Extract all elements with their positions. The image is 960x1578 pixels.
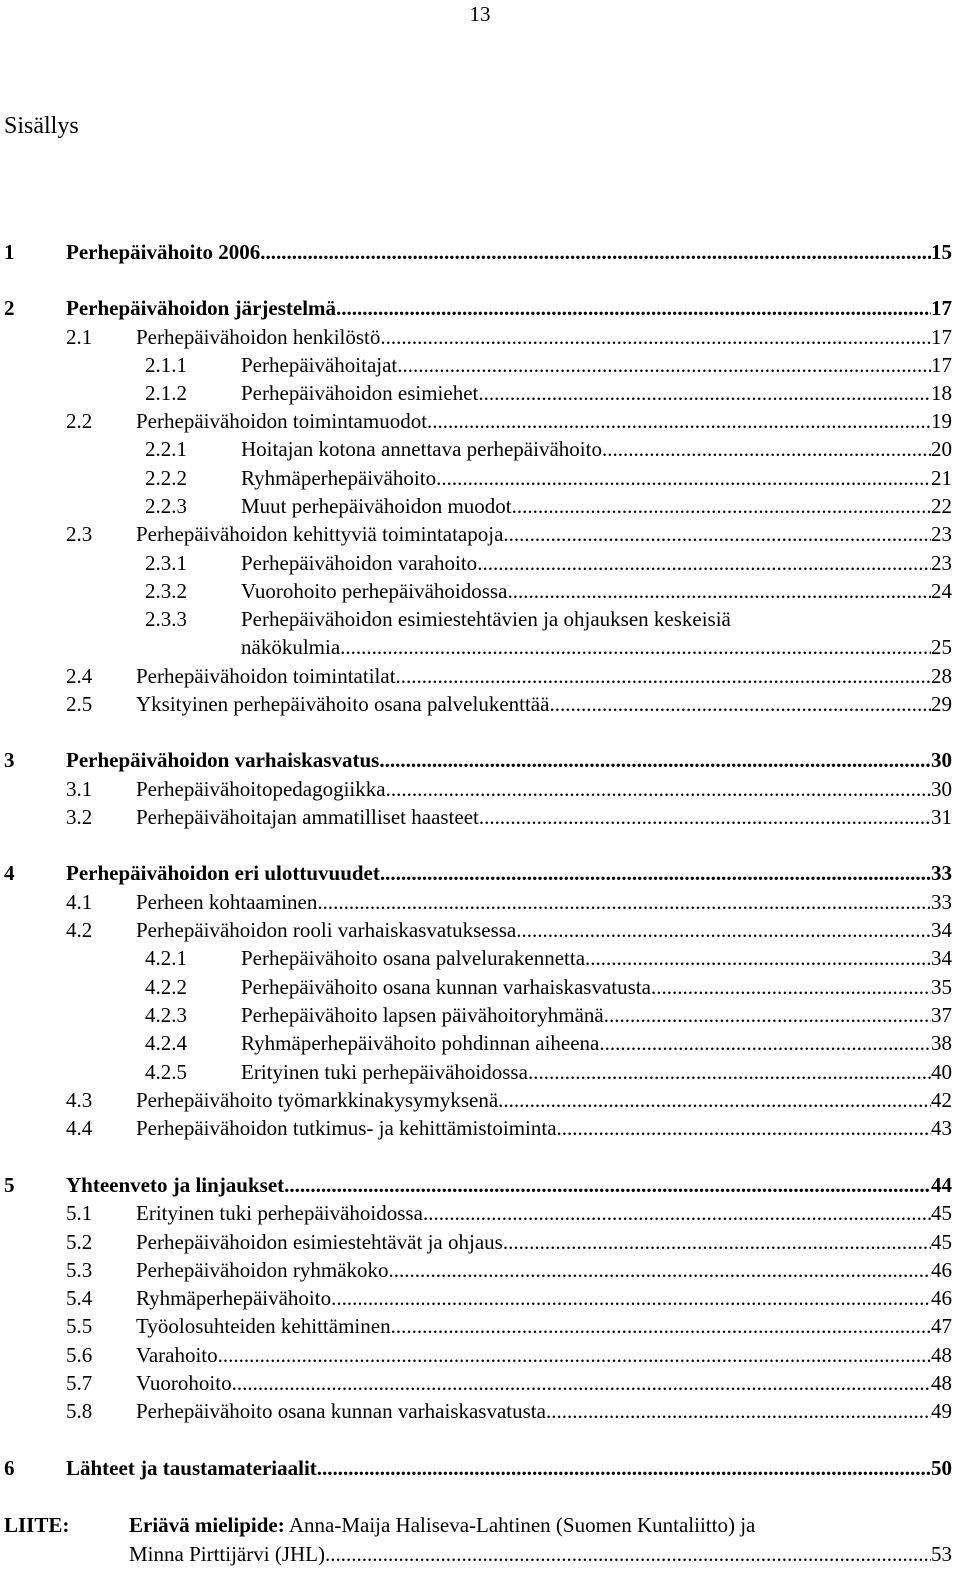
toc-entry-page: 23 xyxy=(931,551,952,575)
toc-entry-line xyxy=(136,888,952,916)
toc-entry-title: Perhepäivähoidon tutkimus- ja kehittämistoiminta xyxy=(136,1116,557,1140)
toc-entry-number: 2.2.3 xyxy=(145,494,187,518)
toc-entry[interactable] xyxy=(0,577,960,605)
toc-entry-number: 6 xyxy=(4,1456,15,1480)
toc-entry-number: 4.2.3 xyxy=(145,1003,187,1027)
toc-entry-page: 29 xyxy=(931,692,952,716)
toc-entry-page: 38 xyxy=(931,1031,952,1055)
dot-leader xyxy=(391,1312,931,1340)
toc-entry-page: 18 xyxy=(931,381,952,405)
toc-entry-title: Ryhmäperhepäivähoito xyxy=(241,466,437,490)
toc-entry-page: 23 xyxy=(931,522,952,546)
toc-entry[interactable] xyxy=(0,916,960,944)
dot-leader xyxy=(604,1001,931,1029)
toc-entry-line xyxy=(241,973,952,1001)
toc-entry-title: Erityinen tuki perhepäivähoidossa xyxy=(136,1201,423,1225)
toc-entry-page: 46 xyxy=(931,1258,952,1282)
toc-entry[interactable] xyxy=(0,435,960,463)
toc-entry-page: 45 xyxy=(931,1201,952,1225)
toc-entry-line xyxy=(241,633,952,661)
toc-entry-page: 25 xyxy=(931,635,952,659)
toc-entry-title: Perhepäivähoidon esimiestehtävät ja ohjaus xyxy=(136,1230,503,1254)
toc-entry-line xyxy=(136,1086,952,1114)
toc-entry[interactable] xyxy=(0,1086,960,1114)
toc-entry-number: 4.2 xyxy=(66,918,93,942)
dot-leader xyxy=(397,351,931,379)
toc-entry-title: Perhepäivähoito työmarkkinakysymyksenä xyxy=(136,1088,499,1112)
toc-entry-line xyxy=(136,916,952,944)
toc-entry[interactable] xyxy=(0,379,960,407)
toc-entry-number: 5.3 xyxy=(66,1258,93,1282)
toc-entry[interactable] xyxy=(0,1199,960,1227)
toc-entry-page: 30 xyxy=(931,748,952,772)
toc-entry[interactable] xyxy=(0,775,960,803)
toc-entry-page: 42 xyxy=(931,1088,952,1112)
toc-entry-line xyxy=(136,1256,952,1284)
toc-entry[interactable] xyxy=(0,549,960,577)
toc-entry[interactable] xyxy=(0,888,960,916)
toc-entry[interactable] xyxy=(0,1341,960,1369)
toc-entry-line xyxy=(136,1369,952,1397)
dot-leader xyxy=(479,803,931,831)
toc-entry-title: Varahoito xyxy=(136,1343,218,1367)
toc-entry-number: 5.7 xyxy=(66,1371,93,1395)
appendix-title-line2 xyxy=(129,1540,952,1568)
dot-leader xyxy=(557,1114,931,1142)
dot-leader xyxy=(651,973,931,1001)
toc-entry-page: 48 xyxy=(931,1371,952,1395)
toc-entry-line xyxy=(66,1454,952,1482)
page-number: 13 xyxy=(469,2,491,26)
toc-entry-number: 3.2 xyxy=(66,805,93,829)
toc-entry-page: 17 xyxy=(931,353,952,377)
toc-entry-line xyxy=(241,549,952,577)
dot-leader xyxy=(331,1284,931,1312)
toc-entry-title: Perhepäivähoidon toimintamuodot xyxy=(136,409,428,433)
toc-entry-number: 5 xyxy=(4,1173,15,1197)
dot-leader xyxy=(436,464,931,492)
toc-entry[interactable] xyxy=(0,464,960,492)
dot-leader xyxy=(423,1199,931,1227)
toc-entry-number: 2.1.2 xyxy=(145,381,187,405)
toc-entry-page: 44 xyxy=(931,1173,952,1197)
toc-entry-page: 48 xyxy=(931,1343,952,1367)
toc-entry-title: Erityinen tuki perhepäivähoidossa xyxy=(241,1060,528,1084)
toc-entry-line xyxy=(136,1228,952,1256)
toc-entry[interactable] xyxy=(0,1228,960,1256)
dot-leader xyxy=(528,1058,931,1086)
dot-leader xyxy=(317,1454,931,1482)
toc-entry[interactable] xyxy=(0,633,960,661)
toc-entry-line xyxy=(136,662,952,690)
toc-entry-page: 17 xyxy=(931,325,952,349)
toc-entry[interactable] xyxy=(0,1454,960,1482)
dot-leader xyxy=(549,690,931,718)
toc-entry-page: 28 xyxy=(931,664,952,688)
dot-leader xyxy=(386,775,931,803)
dot-leader xyxy=(325,1540,931,1568)
toc-entry-page: 31 xyxy=(931,805,952,829)
toc-entry-page: 35 xyxy=(931,975,952,999)
toc-entry-title: Työolosuhteiden kehittäminen xyxy=(136,1314,391,1338)
toc-entry-number: 5.5 xyxy=(66,1314,93,1338)
toc-entry-page: 33 xyxy=(931,890,952,914)
dot-leader xyxy=(396,662,931,690)
toc-entry-number: 2.2.1 xyxy=(145,437,187,461)
toc-entry[interactable] xyxy=(0,1284,960,1312)
dot-leader xyxy=(427,407,931,435)
dot-leader xyxy=(478,379,931,407)
toc-entry-number: 5.6 xyxy=(66,1343,93,1367)
toc-entry-line xyxy=(241,1001,952,1029)
toc-entry-title: Muut perhepäivähoidon muodot xyxy=(241,494,512,518)
appendix-label: LIITE: xyxy=(4,1513,70,1537)
toc-entry-line xyxy=(241,1029,952,1057)
toc-entry-title-line: Perhepäivähoidon esimiestehtävien ja ohjauksen keskeisiä xyxy=(241,607,731,631)
toc-entry-line xyxy=(241,379,952,407)
toc-entry-title: näkökulmia xyxy=(241,635,341,659)
toc-entry-title: Perhepäivähoidon ryhmäkoko xyxy=(136,1258,389,1282)
toc-entry[interactable] xyxy=(0,1256,960,1284)
dot-leader xyxy=(379,746,931,774)
dot-leader xyxy=(585,944,931,972)
toc-entry-number: 2.3 xyxy=(66,522,93,546)
toc-entry-title: Perhepäivähoito lapsen päivähoitoryhmänä xyxy=(241,1003,604,1027)
toc-entry-page: 34 xyxy=(931,946,952,970)
toc-entry[interactable] xyxy=(0,944,960,972)
toc-entry-number: 2.5 xyxy=(66,692,93,716)
toc-entry-title: Perhepäivähoitopedagogiikka xyxy=(136,777,386,801)
dot-leader xyxy=(266,238,932,266)
toc-entry-number: 2.3.3 xyxy=(145,607,187,631)
toc-entry-number: 2.1 xyxy=(66,325,93,349)
toc-entry-page: 40 xyxy=(931,1060,952,1084)
toc-entry-title: Hoitajan kotona annettava perhepäivähoito xyxy=(241,437,602,461)
toc-entry-number: 4.3 xyxy=(66,1088,93,1112)
toc-entry-line xyxy=(136,1114,952,1142)
toc-entry-page: 43 xyxy=(931,1116,952,1140)
toc-entry-line xyxy=(241,577,952,605)
toc-entry[interactable] xyxy=(0,1397,960,1425)
toc-entry-number: 4.2.5 xyxy=(145,1060,187,1084)
toc-entry-title: Ryhmäperhepäivähoito xyxy=(136,1286,332,1310)
toc-entry-line xyxy=(136,407,952,435)
toc-entry-page: 19 xyxy=(931,409,952,433)
dot-leader xyxy=(503,520,931,548)
toc-entry[interactable] xyxy=(0,351,960,379)
appendix-title-rest: Anna-Maija Haliseva-Lahtinen (Suomen Kuntaliitto) ja xyxy=(284,1513,756,1537)
toc-entry-title: Perhepäivähoidon henkilöstö xyxy=(136,325,381,349)
toc-entry-number: 2.4 xyxy=(66,664,93,688)
toc-entry-line xyxy=(241,1058,952,1086)
toc-entry-title: Yksityinen perhepäivähoito osana palvelukenttää xyxy=(136,692,550,716)
toc-entry[interactable] xyxy=(0,1114,960,1142)
toc-entry-line xyxy=(136,775,952,803)
dot-leader xyxy=(380,323,931,351)
toc-entry-title: Vuorohoito perhepäivähoidossa xyxy=(241,579,508,603)
toc-entry-line xyxy=(136,520,952,548)
toc-entry[interactable] xyxy=(0,662,960,690)
toc-entry-line xyxy=(136,1284,952,1312)
toc-entry-number: 2 xyxy=(4,296,15,320)
toc-entry-number: 3.1 xyxy=(66,777,93,801)
dot-leader xyxy=(477,549,931,577)
toc-entry-line xyxy=(241,351,952,379)
toc-entry[interactable] xyxy=(0,973,960,1001)
toc-entry-number: 2.3.2 xyxy=(145,579,187,603)
toc-entry-number: 5.1 xyxy=(66,1201,93,1225)
toc-entry-number: 4.2.2 xyxy=(145,975,187,999)
toc-entry-number: 5.2 xyxy=(66,1230,93,1254)
toc-entry-title: Perhepäivähoidon eri ulottuvuudet xyxy=(66,861,380,885)
toc-entry[interactable] xyxy=(0,690,960,718)
toc-entry[interactable] xyxy=(0,1001,960,1029)
toc-entry[interactable] xyxy=(0,238,960,266)
toc-entry-number: 2.2.2 xyxy=(145,466,187,490)
toc-entry-title: Perhepäivähoito osana kunnan varhaiskasvatusta xyxy=(241,975,651,999)
appendix-title-text: Minna Pirttijärvi (JHL) xyxy=(129,1542,325,1566)
toc-entry-title: Perhepäivähoito osana palvelurakennetta xyxy=(241,946,586,970)
toc-entry-page: 45 xyxy=(931,1230,952,1254)
toc-entry-page: 50 xyxy=(931,1456,952,1480)
toc-entry-line xyxy=(136,803,952,831)
toc-entry-title: Perhepäivähoidon esimiehet xyxy=(241,381,479,405)
toc-entry-title: Perhepäivähoito 2006. xyxy=(66,240,266,264)
toc-entry-page: 22 xyxy=(931,494,952,518)
dot-leader xyxy=(340,633,931,661)
dot-leader xyxy=(503,1228,931,1256)
dot-leader xyxy=(284,1171,931,1199)
toc-entry-number: 4.1 xyxy=(66,890,93,914)
toc-entry-line xyxy=(136,323,952,351)
toc-entry[interactable] xyxy=(0,1171,960,1199)
toc-entry-number: 2.1.1 xyxy=(145,353,187,377)
toc-entry-page: 34 xyxy=(931,918,952,942)
toc-entry-page: 24 xyxy=(931,579,952,603)
dot-leader xyxy=(512,492,931,520)
toc-entry-line xyxy=(66,294,952,322)
toc-entry-title: Perheen kohtaaminen xyxy=(136,890,318,914)
dot-leader xyxy=(602,435,931,463)
page-ref: 53 xyxy=(931,1542,952,1566)
toc-entry-page: 15 xyxy=(931,240,952,264)
toc-entry[interactable] xyxy=(0,294,960,322)
toc-entry[interactable] xyxy=(0,492,960,520)
toc-entry-title: Perhepäivähoidon varhaiskasvatus xyxy=(66,748,380,772)
dot-leader xyxy=(546,1397,931,1425)
toc-entry-page: 49 xyxy=(931,1399,952,1423)
toc-entry-line xyxy=(241,944,952,972)
toc-entry-title: Perhepäivähoito osana kunnan varhaiskasvatusta xyxy=(136,1399,546,1423)
toc-entry-page: 33 xyxy=(931,861,952,885)
toc-entry-title: Yhteenveto ja linjaukset xyxy=(66,1173,285,1197)
toc-entry[interactable] xyxy=(0,1312,960,1340)
page-title: Sisällys xyxy=(4,113,79,139)
toc-entry-title: Perhepäivähoitajat xyxy=(241,353,398,377)
toc-entry-title: Perhepäivähoidon järjestelmä xyxy=(66,296,337,320)
toc-entry-page: 17 xyxy=(931,296,952,320)
toc-entry-page: 30 xyxy=(931,777,952,801)
toc-entry-title: Perhepäivähoitajan ammatilliset haasteet xyxy=(136,805,479,829)
toc-entry[interactable] xyxy=(0,407,960,435)
toc-entry-number: 4.4 xyxy=(66,1116,93,1140)
dot-leader xyxy=(380,859,931,887)
toc-entry-title: Perhepäivähoidon toimintatilat xyxy=(136,664,396,688)
toc-entry-line xyxy=(241,464,952,492)
toc-entry-line xyxy=(66,238,952,266)
toc-entry-number: 2.2 xyxy=(66,409,93,433)
dot-leader xyxy=(336,294,931,322)
toc-entry-title: Lähteet ja taustamateriaalit xyxy=(66,1456,317,1480)
dot-leader xyxy=(498,1086,931,1114)
appendix-title-line1 xyxy=(129,1511,755,1539)
dot-leader xyxy=(507,577,931,605)
toc-entry-title: Ryhmäperhepäivähoito pohdinnan aiheena xyxy=(241,1031,600,1055)
toc-entry-line xyxy=(66,746,952,774)
toc-entry-line xyxy=(241,492,952,520)
toc-entry[interactable] xyxy=(0,859,960,887)
toc-entry-title: Vuorohoito xyxy=(136,1371,232,1395)
toc-entry-title: Perhepäivähoidon rooli varhaiskasvatuksessa xyxy=(136,918,517,942)
toc-entry-page: 37 xyxy=(931,1003,952,1027)
dot-leader xyxy=(599,1029,931,1057)
toc-entry-page: 46 xyxy=(931,1286,952,1310)
toc-entry-number: 2.3.1 xyxy=(145,551,187,575)
toc-entry-line xyxy=(66,859,952,887)
toc-entry-line xyxy=(241,435,952,463)
toc-entry-line xyxy=(136,1341,952,1369)
toc-entry-number: 3 xyxy=(4,748,15,772)
toc-entry[interactable] xyxy=(0,520,960,548)
toc-entry-number: 1 xyxy=(4,240,15,264)
toc-entry-number: 4.2.4 xyxy=(145,1031,187,1055)
dot-leader xyxy=(218,1341,931,1369)
dot-leader xyxy=(317,888,931,916)
toc-entry-title: Perhepäivähoidon kehittyviä toimintatapoja xyxy=(136,522,504,546)
dot-leader xyxy=(389,1256,931,1284)
toc-entry-line xyxy=(136,1199,952,1227)
toc-entry-line xyxy=(66,1171,952,1199)
toc-entry-line xyxy=(136,690,952,718)
toc-entry-number: 4 xyxy=(4,861,15,885)
toc-entry[interactable] xyxy=(0,1369,960,1397)
dot-leader xyxy=(232,1369,931,1397)
toc-entry[interactable] xyxy=(0,1029,960,1057)
toc-entry-page: 20 xyxy=(931,437,952,461)
toc-entry-page: 47 xyxy=(931,1314,952,1338)
dot-leader xyxy=(516,916,931,944)
toc-entry[interactable] xyxy=(0,746,960,774)
toc-entry-page: 21 xyxy=(931,466,952,490)
toc-entry[interactable] xyxy=(0,323,960,351)
toc-entry-number: 5.4 xyxy=(66,1286,93,1310)
toc-entry-number: 4.2.1 xyxy=(145,946,187,970)
toc-entry[interactable] xyxy=(0,1058,960,1086)
toc-entry-number: 5.8 xyxy=(66,1399,93,1423)
toc-entry-line xyxy=(136,1397,952,1425)
toc-entry[interactable] xyxy=(0,803,960,831)
appendix-bold-title: Eriävä mielipide: xyxy=(129,1513,285,1537)
toc-entry-line xyxy=(136,1312,952,1340)
toc-entry-title: Perhepäivähoidon varahoito xyxy=(241,551,478,575)
